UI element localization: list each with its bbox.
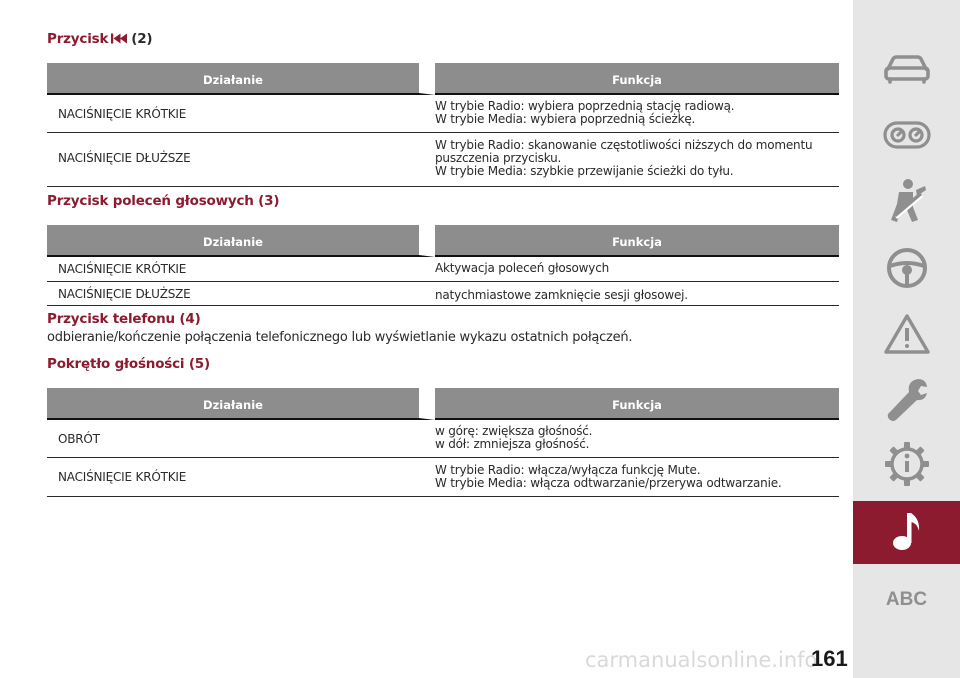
function-line: W trybie Media: włącza odtwarzanie/przerywa odtwarzanie. bbox=[435, 476, 782, 490]
steering-wheel-icon bbox=[885, 246, 929, 294]
table-row bbox=[47, 95, 839, 133]
wrench-icon bbox=[885, 377, 929, 427]
heading-suffix: (2) bbox=[131, 31, 153, 47]
car-icon bbox=[884, 52, 930, 88]
table-row bbox=[47, 133, 839, 187]
section-heading-voice-commands: Przycisk poleceń głosowych (3) bbox=[47, 193, 280, 209]
sidebar-item-multimedia[interactable] bbox=[853, 501, 960, 564]
sidebar-item-safety[interactable] bbox=[853, 175, 960, 230]
index-label: ABC bbox=[885, 589, 928, 610]
table-row bbox=[47, 458, 839, 497]
table-row bbox=[47, 420, 839, 458]
column-header-action: Działanie bbox=[47, 63, 435, 95]
sidebar-item-maintenance[interactable] bbox=[853, 374, 960, 429]
section-heading-previous-button bbox=[47, 31, 152, 48]
sidebar-item-technical-data[interactable] bbox=[853, 437, 960, 494]
function-line: natychmiastowe zamknięcie sesji głosowej. bbox=[435, 288, 688, 302]
phone-button-description: odbieranie/kończenie połączenia telefonicznego lub wyświetlanie wykazu ostatnich połączeń. bbox=[47, 330, 633, 345]
action-cell: NACIŚNIĘCIE KRÓTKIE bbox=[47, 458, 435, 497]
function-cell bbox=[435, 133, 839, 187]
instrument-panel-icon bbox=[883, 121, 931, 153]
music-note-icon bbox=[892, 511, 922, 555]
column-header-function: Funkcja bbox=[435, 63, 839, 95]
function-cell bbox=[435, 420, 839, 458]
sidebar-item-emergency[interactable] bbox=[853, 308, 960, 363]
action-cell: NACIŚNIĘCIE KRÓTKIE bbox=[47, 95, 435, 133]
function-line: W trybie Radio: włącza/wyłącza funkcję Mute. bbox=[435, 463, 701, 477]
function-line: W trybie Media: wybiera poprzednią ścieżkę. bbox=[435, 112, 696, 126]
column-header-action: Działanie bbox=[47, 225, 435, 257]
function-cell bbox=[435, 257, 839, 282]
heading-prefix: Przycisk bbox=[47, 31, 109, 47]
column-header-function: Funkcja bbox=[435, 388, 839, 420]
sidebar-item-instruments[interactable] bbox=[853, 112, 960, 162]
volume-knob-table bbox=[47, 388, 839, 497]
function-line: Aktywacja poleceń głosowych bbox=[435, 261, 609, 275]
seat-belt-icon bbox=[885, 178, 929, 228]
action-cell: OBRÓT bbox=[47, 420, 435, 458]
gear-info-icon bbox=[884, 441, 930, 491]
action-cell: NACIŚNIĘCIE DŁUŻSZE bbox=[47, 133, 435, 187]
page-number: 161 bbox=[811, 646, 848, 671]
function-cell bbox=[435, 458, 839, 497]
previous-button-table bbox=[47, 63, 839, 187]
function-line: w górę: zwiększa głośność. bbox=[435, 424, 593, 438]
warning-triangle-icon bbox=[884, 313, 930, 359]
watermark: carmanualsonline.info bbox=[585, 648, 818, 672]
function-line: puszczenia przycisku. bbox=[435, 151, 562, 165]
skip-back-icon bbox=[111, 32, 128, 48]
section-heading-phone-button: Przycisk telefonu (4) bbox=[47, 311, 201, 327]
function-cell bbox=[435, 95, 839, 133]
function-line: W trybie Radio: skanowanie częstotliwości niższych do momentu bbox=[435, 138, 813, 152]
sidebar-item-index[interactable] bbox=[853, 583, 960, 617]
function-cell bbox=[435, 282, 839, 306]
function-line: W trybie Radio: wybiera poprzednią stację radiową. bbox=[435, 99, 735, 113]
section-heading-volume-knob: Pokrętło głośności (5) bbox=[47, 356, 210, 372]
sidebar-item-car[interactable] bbox=[853, 45, 960, 95]
sidebar-item-driving[interactable] bbox=[853, 242, 960, 297]
column-header-action: Działanie bbox=[47, 388, 435, 420]
column-header-function: Funkcja bbox=[435, 225, 839, 257]
function-line: W trybie Media: szybkie przewijanie ścieżki do tyłu. bbox=[435, 164, 734, 178]
chapter-sidebar bbox=[853, 0, 960, 678]
table-row bbox=[47, 257, 839, 282]
action-cell: NACIŚNIĘCIE KRÓTKIE bbox=[47, 257, 435, 282]
action-cell: NACIŚNIĘCIE DŁUŻSZE bbox=[47, 282, 435, 306]
voice-commands-table bbox=[47, 225, 839, 306]
function-line: w dół: zmniejsza głośność. bbox=[435, 437, 590, 451]
table-row bbox=[47, 282, 839, 306]
